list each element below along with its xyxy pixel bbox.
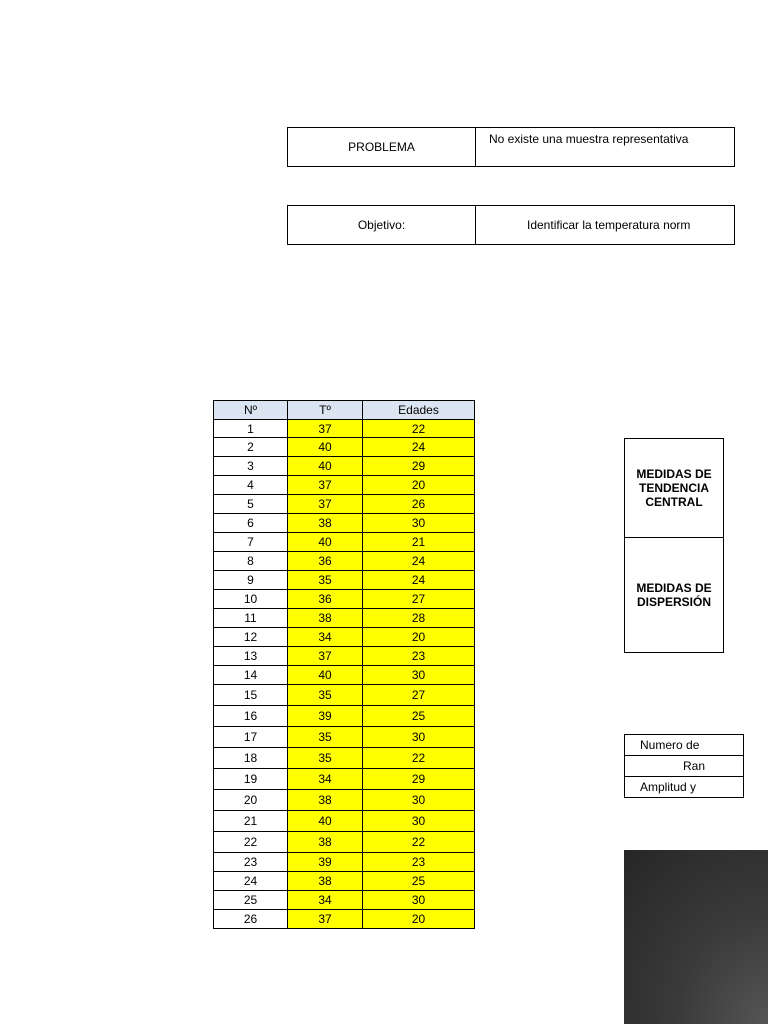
row-age: 21 (363, 533, 475, 552)
table-row (214, 476, 475, 495)
row-age: 30 (363, 514, 475, 533)
row-age: 29 (363, 769, 475, 790)
summary-labels-box (624, 734, 706, 800)
row-age: 27 (363, 685, 475, 706)
dispersion-label (624, 537, 724, 653)
table-row (214, 727, 475, 748)
table-row (214, 891, 475, 910)
table-row (214, 832, 475, 853)
row-temperature: 40 (288, 533, 363, 552)
table-row (214, 571, 475, 590)
row-age: 28 (363, 609, 475, 628)
row-temperature: 37 (288, 476, 363, 495)
row-age: 30 (363, 790, 475, 811)
row-number: 24 (214, 872, 288, 891)
table-row (214, 910, 475, 929)
row-number: 6 (214, 514, 288, 533)
row-number: 3 (214, 457, 288, 476)
row-age: 25 (363, 706, 475, 727)
row-number: 26 (214, 910, 288, 929)
header-temperature: Tº (288, 401, 363, 420)
row-age: 24 (363, 438, 475, 457)
row-number: 12 (214, 628, 288, 647)
row-number: 10 (214, 590, 288, 609)
row-number: 9 (214, 571, 288, 590)
row-number: 7 (214, 533, 288, 552)
count-label: Numero de (624, 734, 744, 756)
row-temperature: 37 (288, 420, 363, 438)
row-number: 23 (214, 853, 288, 872)
dispersion-text: MEDIDAS DE DISPERSIÓN (636, 581, 712, 609)
central-tendency-text: MEDIDAS DE TENDENCIA CENTRAL (636, 467, 712, 509)
row-temperature: 39 (288, 706, 363, 727)
table-row (214, 514, 475, 533)
row-age: 20 (363, 910, 475, 929)
table-row (214, 457, 475, 476)
row-temperature: 38 (288, 832, 363, 853)
row-age: 20 (363, 476, 475, 495)
row-temperature: 39 (288, 853, 363, 872)
row-temperature: 40 (288, 457, 363, 476)
row-age: 26 (363, 495, 475, 514)
row-temperature: 40 (288, 438, 363, 457)
row-number: 4 (214, 476, 288, 495)
row-temperature: 38 (288, 872, 363, 891)
table-row (214, 872, 475, 891)
table-row (214, 438, 475, 457)
table-body (214, 420, 475, 929)
row-age: 29 (363, 457, 475, 476)
table-row (214, 706, 475, 727)
table-row (214, 552, 475, 571)
row-age: 23 (363, 647, 475, 666)
header-number: Nº (214, 401, 288, 420)
row-temperature: 37 (288, 910, 363, 929)
central-tendency-label (624, 438, 724, 538)
row-number: 17 (214, 727, 288, 748)
row-number: 18 (214, 748, 288, 769)
range-label: Ran (624, 755, 744, 777)
table-row (214, 853, 475, 872)
row-age: 22 (363, 748, 475, 769)
row-temperature: 37 (288, 495, 363, 514)
row-age: 20 (363, 628, 475, 647)
row-temperature: 35 (288, 685, 363, 706)
row-age: 22 (363, 420, 475, 438)
row-age: 24 (363, 552, 475, 571)
row-number: 20 (214, 790, 288, 811)
row-age: 30 (363, 891, 475, 910)
row-number: 8 (214, 552, 288, 571)
problem-label: PROBLEMA (287, 127, 476, 167)
header-ages: Edades (363, 401, 475, 420)
row-age: 23 (363, 853, 475, 872)
row-temperature: 40 (288, 666, 363, 685)
dark-panel (624, 850, 768, 1024)
row-temperature: 38 (288, 609, 363, 628)
row-age: 30 (363, 666, 475, 685)
row-number: 16 (214, 706, 288, 727)
row-age: 22 (363, 832, 475, 853)
row-temperature: 38 (288, 790, 363, 811)
table-header-row (214, 401, 475, 420)
table-row (214, 790, 475, 811)
table-row (214, 533, 475, 552)
problem-box (287, 127, 701, 167)
row-number: 22 (214, 832, 288, 853)
table-row (214, 685, 475, 706)
row-number: 5 (214, 495, 288, 514)
row-number: 25 (214, 891, 288, 910)
table-row (214, 590, 475, 609)
row-temperature: 37 (288, 647, 363, 666)
problem-text: No existe una muestra representativa (475, 127, 735, 167)
row-age: 27 (363, 590, 475, 609)
row-temperature: 34 (288, 628, 363, 647)
table-row (214, 666, 475, 685)
row-age: 24 (363, 571, 475, 590)
table-row (214, 628, 475, 647)
table-row (214, 420, 475, 438)
row-number: 1 (214, 420, 288, 438)
amplitude-label: Amplitud y (624, 776, 744, 798)
row-number: 21 (214, 811, 288, 832)
row-temperature: 35 (288, 727, 363, 748)
row-temperature: 36 (288, 590, 363, 609)
row-temperature: 34 (288, 891, 363, 910)
row-number: 15 (214, 685, 288, 706)
table-row (214, 769, 475, 790)
row-temperature: 38 (288, 514, 363, 533)
row-number: 2 (214, 438, 288, 457)
data-table (213, 400, 475, 929)
table-row (214, 647, 475, 666)
row-number: 14 (214, 666, 288, 685)
objective-text: Identificar la temperatura norm (475, 205, 735, 245)
row-age: 30 (363, 727, 475, 748)
row-age: 30 (363, 811, 475, 832)
row-number: 19 (214, 769, 288, 790)
row-temperature: 35 (288, 571, 363, 590)
objective-box (287, 205, 701, 245)
row-age: 25 (363, 872, 475, 891)
row-number: 11 (214, 609, 288, 628)
table-row (214, 609, 475, 628)
row-temperature: 34 (288, 769, 363, 790)
row-number: 13 (214, 647, 288, 666)
table-row (214, 811, 475, 832)
row-temperature: 35 (288, 748, 363, 769)
table-row (214, 748, 475, 769)
measures-box (624, 438, 712, 653)
row-temperature: 36 (288, 552, 363, 571)
row-temperature: 40 (288, 811, 363, 832)
objective-label: Objetivo: (287, 205, 476, 245)
table-row (214, 495, 475, 514)
